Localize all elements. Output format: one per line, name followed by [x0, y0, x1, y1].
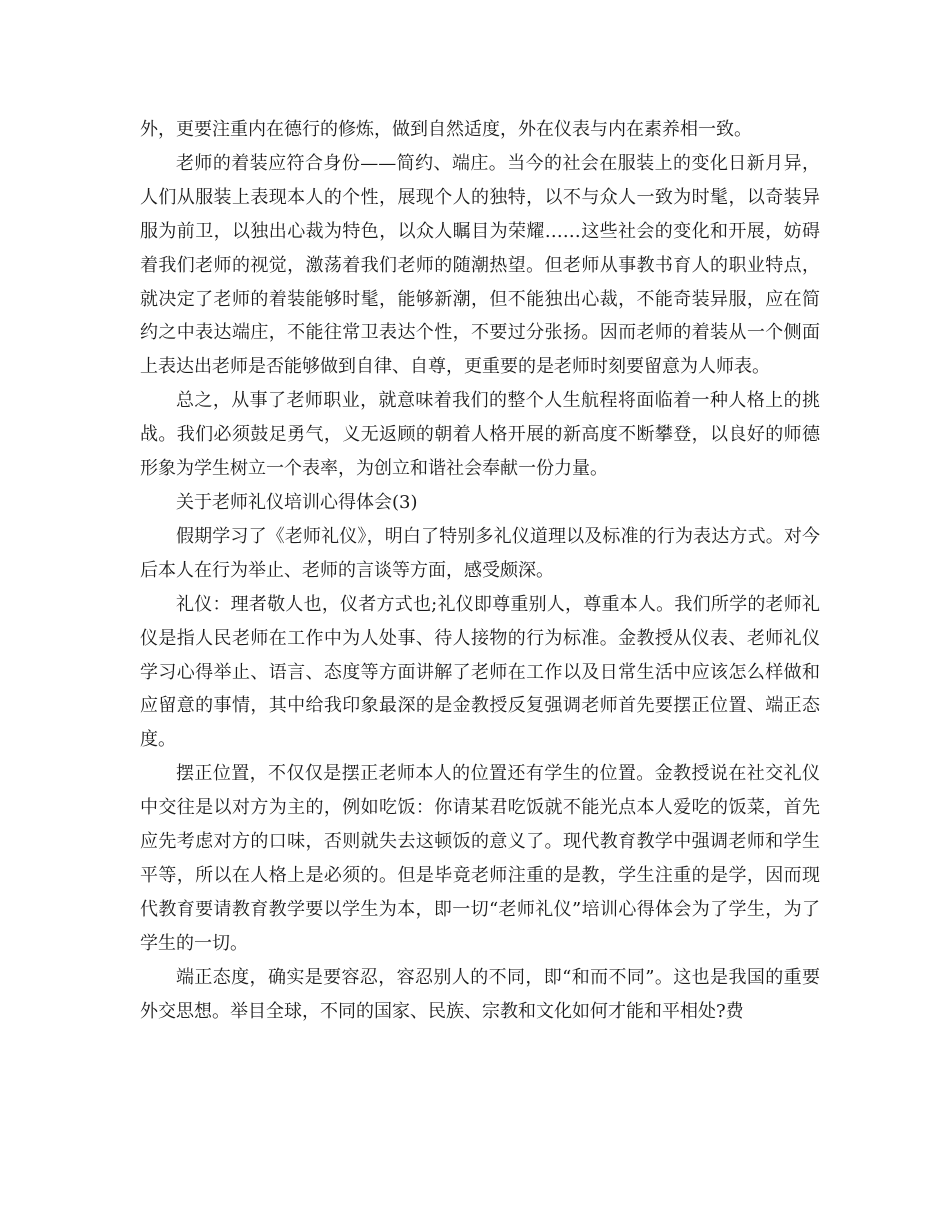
paragraph-1: 外，更要注重内在德行的修炼，做到自然适度，外在仪表与内在素养相一致。 [140, 119, 752, 140]
paragraph-6: 摆正位置，不仅仅是摆正老师本人的位置还有学生的位置。金教授说在社交礼仪中交往是以对方为主的，例如吃饭：你请某君吃饭就不能光点本人爱吃的饭菜，首先应先考虑对方的口味，否则就失去这顿饭的意义了。现代教育教学中强调老师和学生平等，所以在人格上是必须的。但是毕竟老师注重的是教，学生注重的是学，因而现代教育要请教育教学要以学生为本，即一切“老师礼仪”培训心得体会为了学生，为了学生的一切。 [140, 763, 820, 954]
paragraph-5: 礼仪：理者敬人也，仪者方式也;礼仪即尊重别人，尊重本人。我们所学的老师礼仪是指人民老师在工作中为人处事、待人接物的行为标准。金教授从仪表、老师礼仪学习心得举止、语言、态度等方面讲解了老师在工作以及日常生活中应该怎么样做和应留意的事情，其中给我印象最深的是金教授反复强调老师首先要摆正位置、端正态度。 [140, 593, 820, 751]
section-heading: 关于老师礼仪培训心得体会(3) [176, 491, 418, 513]
paragraph-2: 老师的着装应符合身份——简约、端庄。当今的社会在服装上的变化日新月异，人们从服装上表现本人的个性，展现个人的独特，以不与众人一致为时髦，以奇装异服为前卫，以独出心裁为特色，以众人瞩目为荣耀……这些社会的变化和开展，妨碍着我们老师的视觉，激荡着我们老师的随潮热望。但老师从事教书育人的职业特点，就决定了老师的着装能够时髦，能够新潮，但不能独出心裁，不能奇装异服，应在简约之中表达端庄，不能往常卫表达个性，不要过分张扬。因而老师的着装从一个侧面上表达出老师是否能够做到自律、自尊，更重要的是老师时刻要留意为人师表。 [140, 152, 820, 378]
paragraph-7: 端正态度，确实是要容忍，容忍别人的不同，即“和而不同”。这也是我国的重要外交思想。举目全球，不同的国家、民族、宗教和文化如何才能和平相处?费 [140, 966, 820, 1022]
paragraph-3: 总之，从事了老师职业，就意味着我们的整个人生航程将面临着一种人格上的挑战。我们必须鼓足勇气，义无返顾的朝着人格开展的新高度不断攀登，以良好的师德形象为学生树立一个表率，为创立和谐社会奉献一份力量。 [140, 390, 820, 480]
paragraph-4: 假期学习了《老师礼仪》，明白了特别多礼仪道理以及标准的行为表达方式。对今后本人在行为举止、老师的言谈等方面，感受颇深。 [140, 525, 820, 581]
document-body [140, 113, 820, 1028]
